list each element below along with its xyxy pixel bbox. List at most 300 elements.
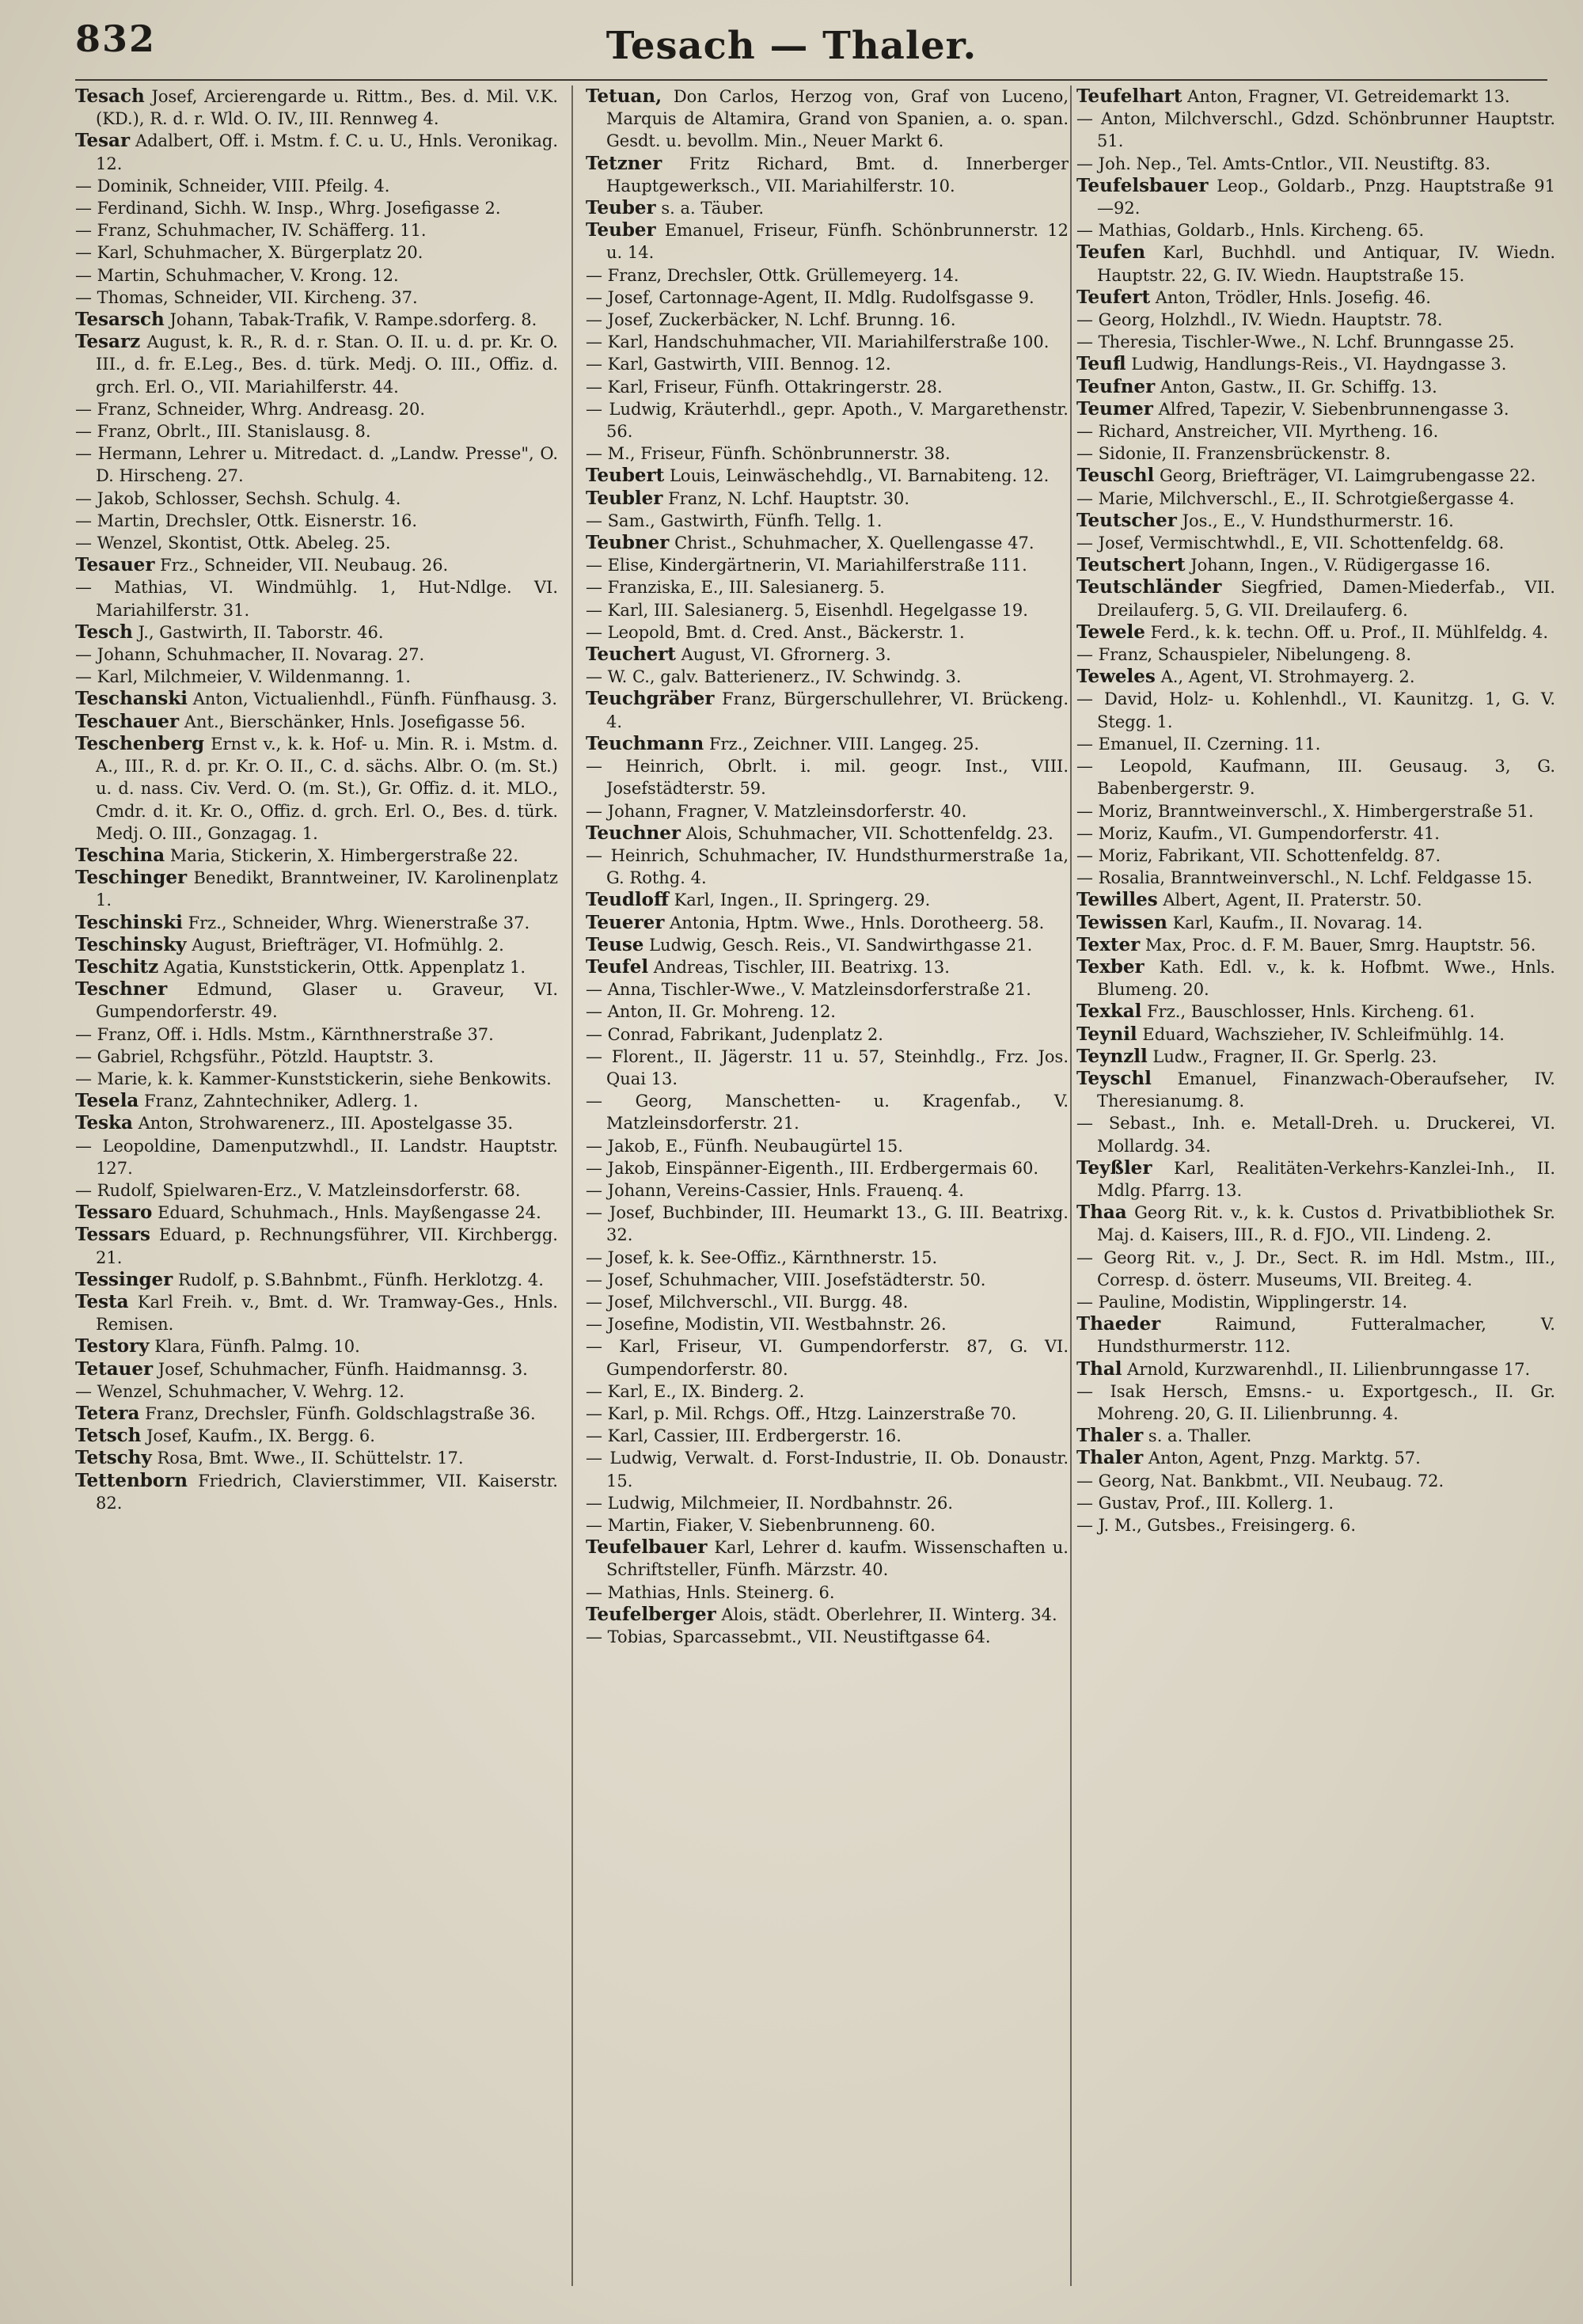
entry-details: Andreas, Tischler, III. Beatrixg. 13.: [653, 957, 950, 977]
entry-details: Anton, Strohwarenerz., III. Apostelgasse 35.: [138, 1114, 514, 1134]
page-header: [0, 0, 1583, 87]
entry-surname: Tessaro: [75, 1202, 153, 1224]
entry-details: Agatia, Kunststickerin, Ottk. Appenplatz 1.: [163, 957, 526, 977]
entry-surname: Tewilles: [1076, 889, 1158, 911]
entry-details: — J. M., Gutsbes., Freisingerg. 6.: [1076, 1516, 1357, 1535]
entry-details: — Josef, Milchverschl., VII. Burgg. 48.: [586, 1292, 909, 1312]
directory-entry: [1076, 442, 1555, 465]
entry-details: Franz, Zahntechniker, Adlerg. 1.: [144, 1092, 419, 1111]
directory-entry: [586, 1380, 1069, 1403]
entry-details: Ant., Bierschänker, Hnls. Josefigasse 56.: [184, 712, 526, 731]
entry-details: Kath. Edl. v., k. k. Hofbmt. Wwe., Hnls. Blumeng. 20.: [1097, 957, 1555, 1000]
directory-entry: [586, 1403, 1069, 1425]
directory-entry: [1076, 1470, 1555, 1492]
entry-details: Karl, Kaufm., II. Novarag. 14.: [1172, 913, 1423, 932]
directory-entry: [586, 978, 1069, 1001]
directory-entry: [586, 1090, 1069, 1134]
entry-surname: Tewele: [1076, 621, 1145, 643]
directory-entry: [1076, 822, 1555, 845]
directory-entry: [1076, 465, 1555, 487]
directory-entry: [1076, 1112, 1555, 1156]
entry-details: Alfred, Tapezir, V. Siebenbrunnengasse 3.: [1158, 399, 1509, 419]
entry-details: Frz., Schneider, VII. Neubaug. 26.: [160, 556, 449, 575]
entry-details: — Mathias, Goldarb., Hnls. Kircheng. 65.: [1076, 221, 1425, 241]
entry-details: Josef, Arcierengarde u. Rittm., Bes. d. Mil. V.K. (KD.), R. d. r. Wld. O. IV., III. Rennweg 4.: [96, 87, 558, 129]
directory-entry: [1076, 1291, 1555, 1313]
entry-details: Karl, Realitäten-Verkehrs-Kanzlei-Inh., II. Mdlg. Pfarrg. 13.: [1097, 1158, 1555, 1200]
entry-details: Georg, Briefträger, VI. Laimgrubengasse 22.: [1159, 466, 1536, 486]
entry-surname: Testa: [75, 1290, 129, 1312]
entry-details: — Elise, Kindergärtnerin, VI. Mariahilferstraße 111.: [586, 556, 1027, 575]
directory-entry: [1076, 1068, 1555, 1112]
entry-details: Antonia, Hptm. Wwe., Hnls. Dorotheerg. 58.: [670, 913, 1045, 932]
entry-details: Emanuel, Friseur, Fünfh. Schönbrunnerstr. 12 u. 14.: [606, 221, 1069, 263]
entry-details: — Martin, Drechsler, Ottk. Eisnerstr. 16.: [75, 511, 418, 530]
entry-details: Karl, Ingen., II. Springerg. 29.: [674, 890, 931, 910]
directory-entry: [1076, 1425, 1555, 1447]
directory-entry: [1076, 1157, 1555, 1202]
directory-entry: [586, 1626, 1069, 1648]
entry-surname: Texber: [1076, 955, 1145, 978]
directory-entry: [586, 599, 1069, 621]
entry-surname: Tesarsch: [75, 309, 165, 331]
entry-details: — Karl, Handschuhmacher, VII. Mariahilferstraße 100.: [586, 332, 1050, 352]
directory-entry: [586, 376, 1069, 398]
directory-entry: [586, 442, 1069, 465]
directory-entry: [1076, 398, 1555, 420]
directory-entry: [586, 153, 1069, 197]
entry-surname: Tetauer: [75, 1358, 154, 1380]
entry-details: Leop., Goldarb., Pnzg. Hauptstraße 91—92.: [1097, 176, 1555, 218]
directory-entry: [1076, 644, 1555, 666]
directory-entry: [1076, 576, 1555, 621]
directory-entry: [75, 1335, 558, 1358]
entry-details: s. a. Thaller.: [1148, 1426, 1252, 1446]
entry-details: Georg Rit. v., k. k. Custos d. Privatbibliothek Sr. Maj. d. Kaisers, III., R. d. FJO., VII. Lindeng. 2.: [1097, 1203, 1555, 1245]
entry-details: — Georg Rit. v., J. Dr., Sect. R. im Hdl. Mstm., III., Corresp. d. österr. Museums, VII. Breiteg. 4.: [1076, 1247, 1555, 1289]
entry-details: Johann, Ingen., V. Rüdigergasse 16.: [1190, 556, 1491, 575]
entry-surname: Teufert: [1076, 286, 1151, 308]
directory-entry: [586, 1536, 1069, 1581]
entry-details: Jos., E., V. Hundsthurmerstr. 16.: [1182, 511, 1454, 530]
directory-entry: [75, 287, 558, 309]
entry-details: — Karl, Gastwirth, VIII. Bennog. 12.: [586, 355, 891, 374]
entry-surname: Teufl: [1076, 353, 1126, 375]
directory-entry: [1076, 219, 1555, 241]
directory-entry: [1076, 1380, 1555, 1425]
entry-details: — Marie, k. k. Kammer-Kunststickerin, siehe Benkowits.: [75, 1069, 552, 1088]
entry-details: — Wenzel, Schuhmacher, V. Wehrg. 12.: [75, 1381, 404, 1401]
entry-details: — Karl, Friseur, Fünfh. Ottakringerstr. 28.: [586, 377, 943, 397]
directory-entry: [586, 1135, 1069, 1157]
entry-details: Arnold, Kurzwarenhdl., II. Lilienbrunngasse 17.: [1127, 1359, 1531, 1379]
directory-entry: [1076, 666, 1555, 688]
entry-details: Fritz Richard, Bmt. d. Innerberger Hauptgewerksch., VII. Mariahilferstr. 10.: [606, 154, 1069, 196]
entry-details: — Heinrich, Obrlt. i. mil. geogr. Inst., VIII. Josefstädterstr. 59.: [586, 757, 1069, 799]
entry-surname: Teudloff: [586, 889, 669, 911]
directory-entry: [75, 420, 558, 442]
directory-entry: [75, 867, 558, 911]
entry-details: Rudolf, p. S.Bahnbmt., Fünfh. Herklotzg. 4.: [178, 1270, 544, 1289]
entry-surname: Teufelberger: [586, 1603, 716, 1625]
directory-entry: [75, 934, 558, 956]
entry-surname: Tessars: [75, 1224, 150, 1246]
entry-surname: Thaler: [1076, 1425, 1144, 1447]
directory-entry: [1076, 488, 1555, 510]
entry-details: — Ludwig, Kräuterhdl., gepr. Apoth., V. Margarethenstr. 56.: [586, 399, 1069, 442]
entry-surname: Teweles: [1076, 666, 1156, 688]
directory-entry: [586, 934, 1069, 956]
entry-details: Karl Freih. v., Bmt. d. Wr. Tramway-Ges., Hnls. Remisen.: [96, 1292, 558, 1335]
directory-entry: [586, 331, 1069, 353]
directory-entry: [75, 1358, 558, 1380]
directory-entry: [75, 733, 558, 845]
entry-details: — Johann, Fragner, V. Matzleinsdorferstr. 40.: [586, 801, 967, 821]
entry-surname: Tesar: [75, 130, 131, 152]
entry-details: Edmund, Glaser u. Graveur, VI. Gumpendorferstr. 49.: [96, 980, 558, 1022]
directory-entry: [1076, 1358, 1555, 1380]
entry-details: — Leopold, Bmt. d. Cred. Anst., Bäckerstr. 1.: [586, 622, 965, 642]
entry-details: Anton, Gastw., II. Gr. Schiffg. 13.: [1160, 377, 1437, 397]
directory-entry: [586, 532, 1069, 554]
directory-entry: [586, 1425, 1069, 1447]
entry-details: — W. C., galv. Batterienerz., IV. Schwindg. 3.: [586, 667, 962, 687]
directory-entry: [1076, 331, 1555, 353]
entry-details: — Emanuel, II. Czerning. 11.: [1076, 734, 1321, 754]
directory-entry: [75, 688, 558, 710]
entry-details: — Karl, E., IX. Binderg. 2.: [586, 1381, 805, 1401]
entry-details: Eduard, Wachszieher, IV. Schleifmühlg. 14.: [1142, 1024, 1505, 1044]
directory-entry: [586, 309, 1069, 331]
entry-details: — Hermann, Lehrer u. Mitredact. d. „Landw. Presse", O. D. Hirscheng. 27.: [75, 444, 558, 486]
entry-surname: Teuchert: [586, 644, 676, 666]
entry-details: Franz, Drechsler, Fünfh. Goldschlagstraße 36.: [145, 1403, 536, 1423]
entry-details: Louis, Leinwäschehdlg., VI. Barnabiteng. 12.: [669, 466, 1050, 486]
directory-entry: [1076, 688, 1555, 732]
directory-entry: [1076, 108, 1555, 152]
running-head: Tesach — Thaler.: [605, 24, 978, 68]
entry-surname: Teschinger: [75, 867, 188, 889]
directory-entry: [586, 644, 1069, 666]
entry-surname: Teutscher: [1076, 509, 1177, 531]
entry-details: Frz., Zeichner. VIII. Langeg. 25.: [708, 734, 980, 754]
directory-entry: [75, 309, 558, 331]
entry-surname: Teynil: [1076, 1023, 1137, 1045]
directory-entry: [75, 1046, 558, 1068]
column-1: [75, 85, 558, 2286]
directory-entry: [75, 197, 558, 219]
entry-surname: Tetera: [75, 1402, 140, 1424]
page-number: 832: [75, 17, 157, 60]
directory-entry: [75, 331, 558, 398]
directory-entry: [586, 1582, 1069, 1604]
directory-entry: [586, 621, 1069, 644]
entry-details: Albert, Agent, II. Praterstr. 50.: [1163, 890, 1422, 910]
entry-details: — Josef, Cartonnage-Agent, II. Mdlg. Rudolfsgasse 9.: [586, 287, 1034, 307]
directory-entry: [1076, 956, 1555, 1001]
directory-entry: [1076, 241, 1555, 286]
entry-details: — M., Friseur, Fünfh. Schönbrunnerstr. 38.: [586, 444, 951, 464]
directory-entry: [1076, 353, 1555, 375]
entry-details: — Josef, Buchbinder, III. Heumarkt 13., G. III. Beatrixg. 32.: [586, 1203, 1069, 1245]
directory-entry: [1076, 755, 1555, 799]
directory-entry: [586, 1335, 1069, 1380]
directory-entry: [1076, 1023, 1555, 1046]
directory-entry: [1076, 1492, 1555, 1514]
entry-details: — Georg, Holzhdl., IV. Wiedn. Hauptstr. 78.: [1076, 310, 1443, 330]
directory-entry: [1076, 510, 1555, 532]
entry-surname: Teschanski: [75, 688, 188, 710]
entry-details: Ludwig, Handlungs-Reis., VI. Haydngasse 3.: [1131, 355, 1507, 374]
directory-entry: [1076, 532, 1555, 554]
entry-details: Karl, Buchhdl. und Antiquar, IV. Wiedn. Hauptstr. 22, G. IV. Wiedn. Hauptstraße 15.: [1097, 243, 1555, 285]
directory-entry: [75, 1112, 558, 1134]
entry-details: Ernst v., k. k. Hof- u. Min. R. i. Mstm. d. A., III., R. d. pr. Kr. O. II., C. d. sächs. Albr. O. (m. St.) u. d. nass. Civ. Verd. O. (m. St.), Gr. Offiz. d. it. MLO., Cmdr. d. it. Kr. O., Offiz. d. grch. Erl. O., Bes. d. türk. Medj. O. III., Gonzagag. 1.: [96, 734, 558, 843]
entry-details: — Dominik, Schneider, VIII. Pfeilg. 4.: [75, 176, 390, 196]
column-3: [1076, 85, 1555, 2286]
directory-entry: [75, 666, 558, 688]
directory-entry: [1076, 1447, 1555, 1469]
entry-details: — Franziska, E., III. Salesianerg. 5.: [586, 578, 885, 598]
directory-entry: [1076, 800, 1555, 822]
directory-entry: [75, 442, 558, 487]
directory-entry: [75, 510, 558, 532]
directory-entry: [1076, 554, 1555, 576]
entry-details: — Joh. Nep., Tel. Amts-Cntlor., VII. Neustiftg. 83.: [1076, 154, 1491, 173]
entry-details: Eduard, p. Rechnungsführer, VII. Kirchbergg. 21.: [96, 1225, 558, 1267]
entry-details: J., Gastwirth, II. Taborstr. 46.: [138, 622, 384, 642]
entry-details: Alois, städt. Oberlehrer, II. Winterg. 34.: [721, 1604, 1057, 1624]
directory-entry: [75, 1135, 558, 1179]
entry-details: — Jakob, Schlosser, Sechsh. Schulg. 4.: [75, 488, 401, 508]
entry-details: Friedrich, Clavierstimmer, VII. Kaiserstr. 82.: [96, 1471, 558, 1513]
entry-details: — Isak Hersch, Emsns.- u. Exportgesch., II. Gr. Mohreng. 20, G. II. Lilienbrunng. 4.: [1076, 1381, 1555, 1423]
entry-surname: Thaler: [1076, 1447, 1144, 1469]
entry-surname: Teubner: [586, 532, 670, 554]
entry-details: Anton, Trödler, Hnls. Josefig. 46.: [1155, 287, 1431, 307]
entry-surname: Teutschländer: [1076, 576, 1222, 598]
entry-details: — Sam., Gastwirth, Fünfh. Tellg. 1.: [586, 511, 883, 530]
directory-entry: [75, 130, 558, 174]
entry-details: Don Carlos, Herzog von, Graf von Luceno, Marquis de Altamira, Grand von Spanien, a. o. span. Gesdt. u. bevollm. Min., Neuer Markt 6.: [606, 87, 1069, 151]
entry-surname: Teuse: [586, 933, 644, 955]
entry-details: — Mathias, Hnls. Steinerg. 6.: [586, 1582, 835, 1602]
entry-details: — Gabriel, Rchgsführ., Pötzld. Hauptstr. 3.: [75, 1046, 435, 1066]
entry-details: — Ludwig, Milchmeier, II. Nordbahnstr. 26.: [586, 1493, 954, 1513]
directory-entry: [75, 1023, 558, 1046]
directory-entry: [75, 241, 558, 264]
entry-details: — Gustav, Prof., III. Kollerg. 1.: [1076, 1493, 1334, 1513]
entry-surname: Tessinger: [75, 1268, 173, 1290]
directory-entry: [586, 912, 1069, 934]
entry-details: — Josef, k. k. See-Offiz., Kärnthnerstr. 15.: [586, 1247, 938, 1267]
entry-surname: Teuerer: [586, 911, 665, 933]
entry-details: Raimund, Futteralmacher, V. Hundsthurmerstr. 112.: [1097, 1315, 1555, 1357]
directory-entry: [75, 219, 558, 241]
entry-details: — Moriz, Kaufm., VI. Gumpendorferstr. 41.: [1076, 823, 1440, 843]
entry-details: Christ., Schuhmacher, X. Quellengasse 47.: [674, 534, 1034, 553]
entry-surname: Texter: [1076, 933, 1141, 955]
directory-entry: [586, 1179, 1069, 1202]
entry-details: — Conrad, Fabrikant, Judenplatz 2.: [586, 1024, 883, 1044]
entry-details: August, k. R., R. d. r. Stan. O. II. u. d. pr. Kr. O. III., d. fr. E.Leg., Bes. d. türk. Medj. O. III., Offiz. d. grch. Erl. O., VII. Mariahilferstr. 44.: [96, 332, 558, 397]
directory-entry: [586, 1046, 1069, 1090]
entry-details: — Ferdinand, Sichh. W. Insp., Whrg. Josefigasse 2.: [75, 199, 501, 218]
entry-details: Alois, Schuhmacher, VII. Schottenfeldg. 23.: [685, 823, 1053, 843]
directory-entry: [586, 1291, 1069, 1313]
directory-entry: [1076, 153, 1555, 175]
entry-details: — Karl, p. Mil. Rchgs. Off., Htzg. Lainzerstraße 70.: [586, 1403, 1017, 1423]
directory-entry: [586, 465, 1069, 487]
directory-entry: [1076, 889, 1555, 911]
entry-surname: Tesela: [75, 1090, 139, 1112]
directory-entry: [75, 1202, 558, 1224]
entry-details: Frz., Schneider, Whrg. Wienerstraße 37.: [188, 913, 530, 932]
directory-entry: [75, 956, 558, 978]
directory-entry: [586, 554, 1069, 576]
entry-details: — Theresia, Tischler-Wwe., N. Lchf. Brunngasse 25.: [1076, 332, 1515, 352]
entry-details: Maria, Stickerin, X. Himbergerstraße 22.: [169, 845, 518, 865]
directory-entry: [75, 845, 558, 867]
entry-details: — Franz, Off. i. Hdls. Mstm., Kärnthnerstraße 37.: [75, 1024, 494, 1044]
directory-entry: [1076, 1313, 1555, 1358]
entry-surname: Texkal: [1076, 1001, 1142, 1023]
directory-entry: [1076, 1202, 1555, 1246]
directory-entry: [1076, 1046, 1555, 1068]
directory-entry: [586, 1247, 1069, 1269]
directory-entry: [75, 1403, 558, 1425]
directory-entry: [586, 822, 1069, 845]
directory-entry: [75, 1269, 558, 1291]
entry-details: — Heinrich, Schuhmacher, IV. Hundsthurmerstraße 1a, G. Rothg. 4.: [586, 845, 1069, 888]
entry-details: Anton, Victualienhdl., Fünfh. Fünfhausg. 3.: [192, 689, 558, 709]
entry-surname: Teumer: [1076, 397, 1153, 420]
entry-details: — Josef, Zuckerbäcker, N. Lchf. Brunng. 16.: [586, 310, 956, 330]
entry-details: — Georg, Nat. Bankbmt., VII. Neubaug. 72.: [1076, 1471, 1444, 1490]
directory-entry: [586, 845, 1069, 889]
entry-details: — Rudolf, Spielwaren-Erz., V. Matzleinsdorferstr. 68.: [75, 1180, 521, 1200]
directory-entry: [586, 755, 1069, 799]
entry-details: Adalbert, Off. i. Mstm. f. C. u. U., Hnls. Veronikag. 12.: [96, 131, 558, 173]
directory-entry: [586, 666, 1069, 688]
entry-details: — Anna, Tischler-Wwe., V. Matzleinsdorferstraße 21.: [586, 980, 1031, 1000]
entry-details: August, Briefträger, VI. Hofmühlg. 2.: [192, 935, 504, 955]
entry-details: — Thomas, Schneider, VII. Kircheng. 37.: [75, 287, 418, 307]
column-2: [586, 85, 1069, 2286]
directory-entry: [586, 800, 1069, 822]
entry-surname: Teufel: [586, 955, 649, 978]
directory-entry: [75, 85, 558, 130]
entry-surname: Tesch: [75, 621, 133, 643]
entry-details: — Franz, Schuhmacher, IV. Schäfferg. 11.: [75, 221, 427, 241]
directory-entry: [586, 1492, 1069, 1514]
entry-details: — Sebast., Inh. e. Metall-Dreh. u. Druckerei, VI. Mollardg. 34.: [1076, 1114, 1555, 1156]
directory-entry: [586, 398, 1069, 442]
entry-surname: Teuchmann: [586, 732, 704, 754]
entry-surname: Teutschert: [1076, 554, 1186, 576]
entry-details: — Martin, Fiaker, V. Siebenbrunneng. 60.: [586, 1516, 936, 1535]
entry-surname: Tesach: [75, 85, 145, 107]
entry-surname: Teufner: [1076, 375, 1156, 397]
directory-entry: [1076, 621, 1555, 644]
entry-surname: Teschina: [75, 844, 165, 866]
entry-surname: Tetschy: [75, 1447, 152, 1469]
entry-surname: Teynzll: [1076, 1045, 1148, 1067]
entry-surname: Teuber: [586, 197, 656, 219]
directory-entry: [586, 733, 1069, 755]
directory-entry: [586, 353, 1069, 375]
directory-entry: [1076, 85, 1555, 108]
entry-details: — Marie, Milchverschl., E., II. Schrotgießergasse 4.: [1076, 488, 1515, 508]
entry-surname: Teschinsky: [75, 933, 187, 955]
entry-surname: Thal: [1076, 1358, 1122, 1380]
directory-entry: [75, 1447, 558, 1469]
directory-entry: [1076, 1247, 1555, 1291]
entry-surname: Teubert: [586, 465, 665, 487]
directory-entry: [586, 576, 1069, 598]
entry-details: Josef, Schuhmacher, Fünfh. Haidmannsg. 3.: [158, 1359, 528, 1379]
entry-details: Siegfried, Damen-Miederfab., VII. Dreilauferg. 5, G. VII. Dreilauferg. 6.: [1097, 578, 1555, 620]
directory-entry: [1076, 1514, 1555, 1536]
entry-details: — Jakob, Einspänner-Eigenth., III. Erdbergermais 60.: [586, 1158, 1038, 1178]
header-rule: [75, 79, 1547, 81]
entry-surname: Teschitz: [75, 955, 159, 978]
entry-details: — Anton, Milchverschl., Gdzd. Schönbrunner Hauptstr. 51.: [1076, 109, 1555, 151]
entry-surname: Tesauer: [75, 554, 155, 576]
directory-entry: [586, 264, 1069, 287]
entry-surname: Teska: [75, 1112, 133, 1134]
entry-details: — Pauline, Modistin, Wipplingerstr. 14.: [1076, 1292, 1408, 1312]
entry-details: — Johann, Vereins-Cassier, Hnls. Frauenq. 4.: [586, 1180, 964, 1200]
directory-entry: [586, 488, 1069, 510]
entry-details: — Rosalia, Branntweinverschl., N. Lchf. Feldgasse 15.: [1076, 868, 1533, 888]
entry-details: — Moriz, Branntweinverschl., X. Himbergerstraße 51.: [1076, 801, 1534, 821]
directory-entry: [75, 532, 558, 554]
entry-details: Franz, N. Lchf. Hauptstr. 30.: [668, 488, 910, 508]
entry-surname: Tetuan,: [586, 85, 662, 107]
entry-surname: Tesarz: [75, 331, 141, 353]
entry-details: — Anton, II. Gr. Mohreng. 12.: [586, 1002, 836, 1022]
entry-details: Ludw., Fragner, II. Gr. Sperlg. 23.: [1152, 1046, 1437, 1066]
entry-details: Max, Proc. d. F. M. Bauer, Smrg. Hauptstr. 56.: [1145, 935, 1536, 955]
entry-details: — Franz, Obrlt., III. Stanislausg. 8.: [75, 422, 371, 442]
entry-details: — Josefine, Modistin, VII. Westbahnstr. 26.: [586, 1315, 947, 1335]
entry-details: Benedikt, Branntweiner, IV. Karolinenplatz 1.: [96, 868, 558, 910]
entry-details: — Karl, Schuhmacher, X. Bürgerplatz 20.: [75, 243, 423, 263]
entry-details: — Ludwig, Verwalt. d. Forst-Industrie, II. Ob. Donaustr. 15.: [586, 1449, 1069, 1490]
entry-details: — Martin, Schuhmacher, V. Krong. 12.: [75, 265, 399, 285]
entry-details: — Franz, Schauspieler, Nibelungeng. 8.: [1076, 645, 1412, 665]
directory-entry: [75, 644, 558, 666]
directory-entry: [586, 1269, 1069, 1291]
directory-entry: [75, 621, 558, 644]
entry-details: A., Agent, VI. Strohmayerg. 2.: [1160, 667, 1415, 687]
entry-details: — Moriz, Fabrikant, VII. Schottenfeldg. 87.: [1076, 845, 1441, 865]
entry-surname: Teuber: [586, 219, 656, 241]
entry-details: Karl, Lehrer d. kaufm. Wissenschaften u. Schriftsteller, Fünfh. Märzstr. 40.: [606, 1538, 1069, 1580]
directory-entry: [75, 978, 558, 1023]
directory-entry: [586, 197, 1069, 219]
entry-surname: Teuchgräber: [586, 688, 715, 710]
entry-surname: Thaeder: [1076, 1313, 1161, 1335]
entry-details: Ferd., k. k. techn. Off. u. Prof., II. Mühlfeldg. 4.: [1150, 622, 1549, 642]
entry-details: Frz., Bauschlosser, Hnls. Kircheng. 61.: [1147, 1002, 1475, 1022]
directory-entry: [75, 576, 558, 621]
directory-entry: [75, 1380, 558, 1403]
entry-surname: Thaa: [1076, 1202, 1127, 1224]
entry-surname: Testory: [75, 1335, 150, 1358]
directory-entry: [586, 956, 1069, 978]
